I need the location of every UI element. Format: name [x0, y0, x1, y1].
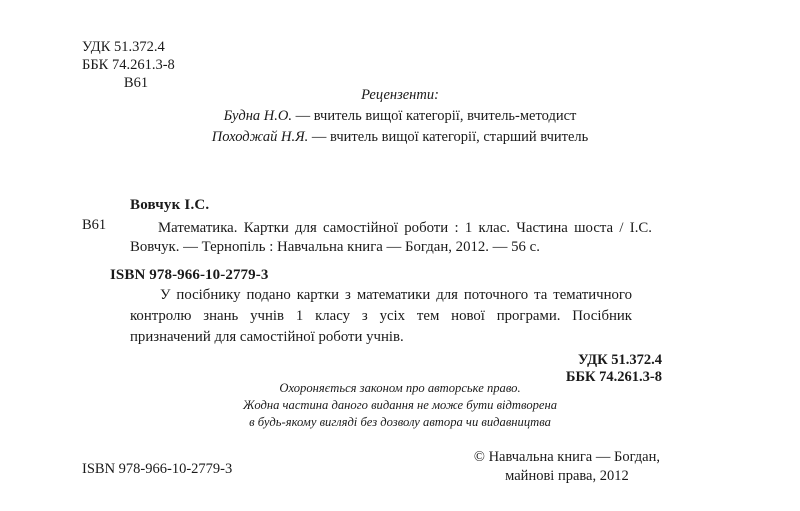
isbn-footer: ISBN 978-966-10-2779-3 — [82, 461, 233, 477]
isbn-primary: ISBN 978-966-10-2779-3 — [110, 266, 269, 283]
reviewers-section — [0, 86, 800, 147]
reviewer-dash: — — [311, 129, 327, 145]
copyright-warning-line: в будь-якому вигляді без дозволу автора чи видавництва — [249, 415, 551, 429]
classification-block — [82, 38, 190, 92]
reviewer-entry — [0, 107, 800, 126]
bbk-code: ББК 74.261.3-8 — [82, 57, 175, 73]
author-sign-code: В61 — [123, 75, 149, 91]
reviewer-name: Походжай Н.Я. — [211, 129, 309, 145]
copyright-warning — [0, 380, 800, 431]
publisher-credit — [474, 448, 660, 486]
reviewer-credentials: вчитель вищої категорії, старший вчитель — [330, 129, 589, 145]
publisher-credit-line: майнові права, 2012 — [505, 468, 629, 484]
copyright-warning-line: Охороняється законом про авторське право. — [279, 381, 521, 395]
publisher-credit-line: © Навчальна книга — Богдан, — [473, 449, 660, 465]
reviewer-name: Будна Н.О. — [223, 108, 292, 124]
bbk-code-repeat: ББК 74.261.3-8 — [565, 369, 662, 385]
author-name: Вовчук І.С. — [130, 197, 210, 213]
udc-code-repeat: УДК 51.372.4 — [577, 352, 662, 368]
reviewer-entry — [0, 128, 800, 147]
reviewer-credentials: вчитель вищої категорії, вчитель-методист — [313, 108, 577, 124]
shelf-mark: В61 — [82, 217, 107, 233]
annotation-text: У посібнику подано картки з математики для поточного та тематичного контролю знань учнів 1 класу з усіх тем нової програми. Посібник призначений для самостійної роботи учнів. — [130, 287, 632, 345]
reviewer-dash: — — [295, 108, 311, 124]
copyright-warning-line: Жодна частина даного видання не може бути відтворена — [242, 398, 558, 412]
reviewers-heading: Рецензенти: — [361, 87, 439, 103]
udc-code: УДК 51.372.4 — [82, 39, 165, 55]
bibliographic-record — [82, 196, 652, 285]
bibliographic-body — [130, 196, 652, 258]
bibliographic-description: Математика. Картки для самостійної роботи : 1 клас. Частина шоста / І.С. Вовчук. — Тернопіль : Навчальна книга — Богдан, 2012. — 56 с. — [130, 219, 652, 255]
